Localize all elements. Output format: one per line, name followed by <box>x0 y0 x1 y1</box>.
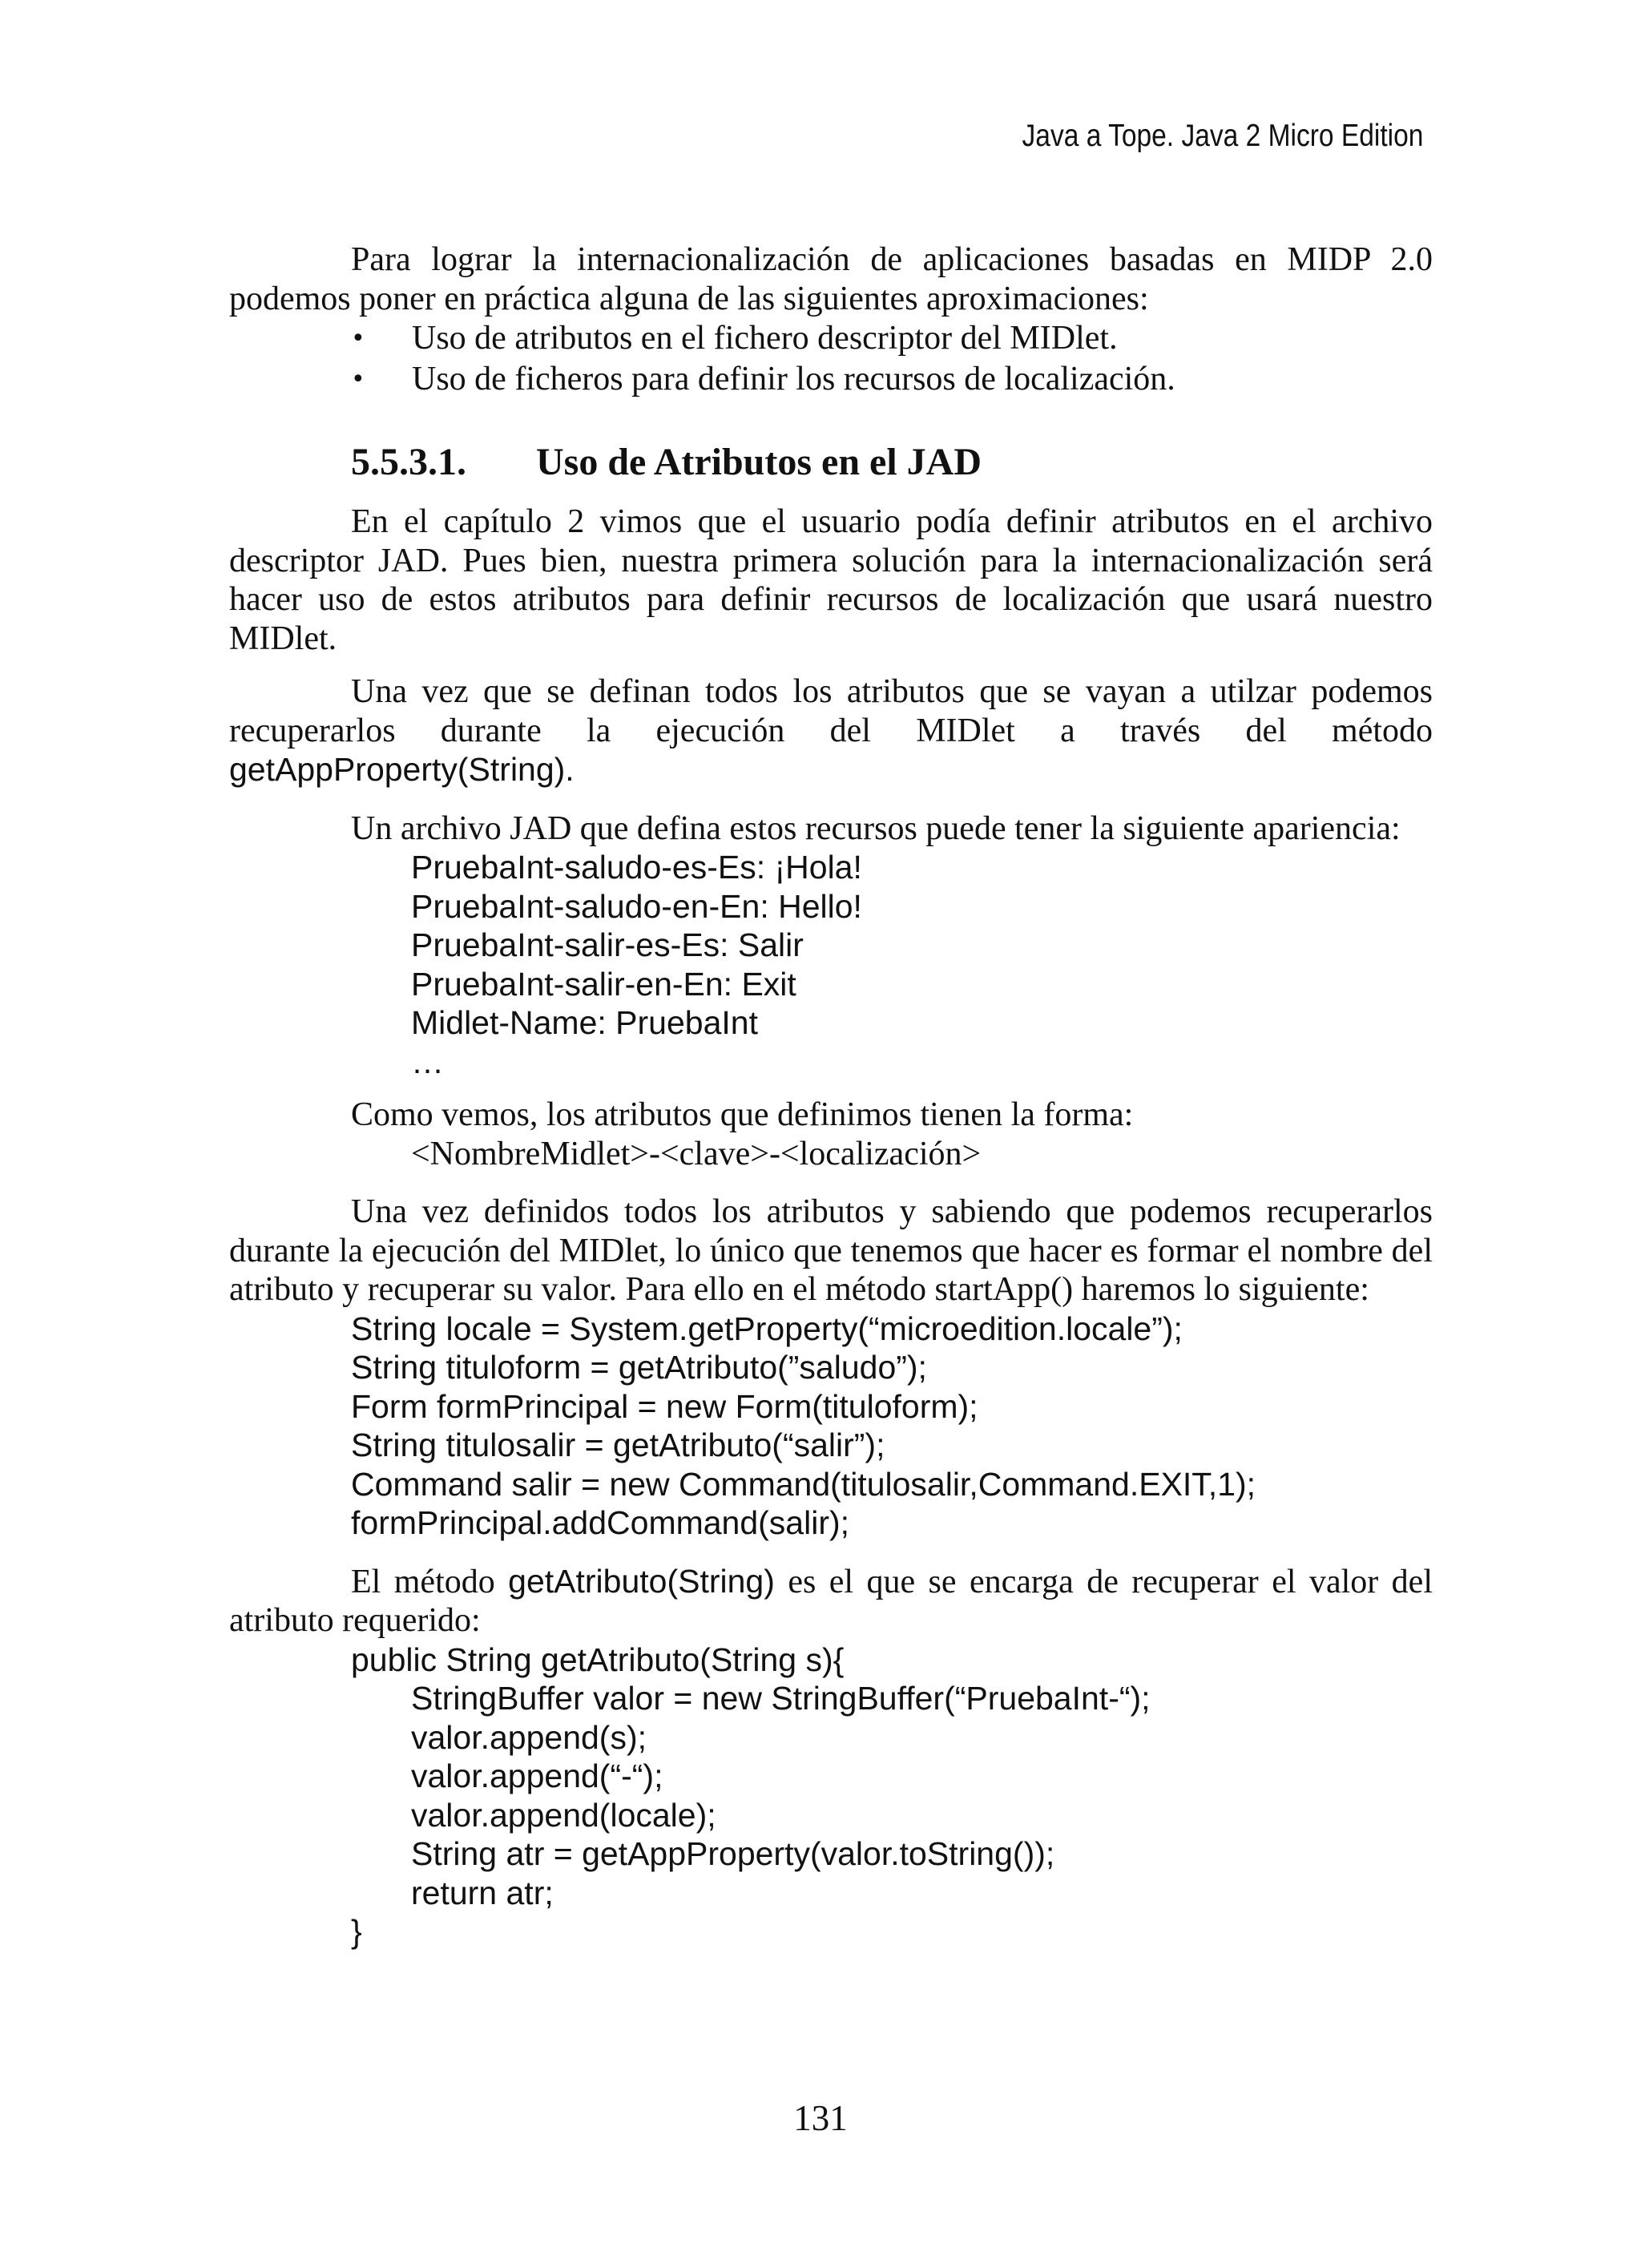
startapp-code-block <box>351 1310 1433 1543</box>
code-line: String titulosalir = getAtributo(“salir”); <box>351 1427 885 1463</box>
code-line: PruebaInt-saludo-en-En: Hello! <box>411 887 862 925</box>
code-line: Midlet-Name: PruebaInt <box>411 1004 758 1041</box>
body-paragraph-3: Un archivo JAD que defina estos recursos puede tener la siguiente apariencia: <box>351 809 1401 847</box>
paragraph-text: El método <box>351 1563 509 1600</box>
code-line: public String getAtributo(String s){ <box>351 1640 845 1678</box>
code-line: PruebaInt-saludo-es-Es: ¡Hola! <box>411 849 862 886</box>
list-item <box>229 359 1433 400</box>
paragraph-text: es el que se encarga de recuperar el valor del atributo requerido: <box>229 1563 1433 1639</box>
code-line: PruebaInt-salir-en-En: Exit <box>411 965 796 1003</box>
code-line: return atr; <box>411 1874 554 1911</box>
inline-code: getAppProperty(String). <box>229 751 575 788</box>
code-line: Form formPrincipal = new Form(tituloform); <box>351 1387 978 1425</box>
body-paragraph-5: Una vez definidos todos los atributos y sabiendo que podemos recuperarlos durante la ejecución del MIDlet, lo único que tenemos que hacer es formar el nombre del atributo y recuperar su valor. Para ello en el método startApp() haremos lo siguiente: <box>229 1193 1433 1308</box>
code-line: valor.append(“-“); <box>411 1757 663 1794</box>
code-line: PruebaInt-salir-es-Es: Salir <box>411 926 804 963</box>
section-title: Uso de Atributos en el JAD <box>536 441 982 483</box>
jad-code-block <box>411 848 1433 1081</box>
running-header: Java a Tope. Java 2 Micro Edition <box>1022 119 1423 153</box>
code-line: Command salir = new Command(titulosalir,Command.EXIT,1); <box>351 1465 1256 1503</box>
code-line: valor.append(locale); <box>411 1796 716 1834</box>
list-item <box>229 318 1433 359</box>
page-number: 131 <box>793 2098 848 2138</box>
inline-code: getAtributo(String) <box>508 1562 775 1600</box>
body-paragraph-1: En el capítulo 2 vimos que el usuario podía definir atributos en el archivo descriptor JAD. Pues bien, nuestra primera solución para la internacionalización será hacer uso de estos atributos para definir recursos de localización que usará nuestro MIDlet. <box>229 503 1433 657</box>
list-item-text: Uso de atributos en el fichero descriptor del MIDlet. <box>412 320 1118 357</box>
getatributo-code-block <box>229 1640 1433 1951</box>
page-content <box>229 240 1433 1951</box>
body-paragraph-2 <box>229 672 1433 790</box>
code-line: } <box>351 1913 362 1950</box>
code-line: valor.append(s); <box>411 1718 647 1756</box>
body-paragraph-4: Como vemos, los atributos que definimos tienen la forma: <box>351 1096 1134 1133</box>
code-line: StringBuffer valor = new StringBuffer(“PruebaInt-“); <box>411 1680 1151 1717</box>
bullet-icon: • <box>351 325 365 353</box>
code-line: String locale = System.getProperty(“microedition.locale”); <box>351 1310 1183 1347</box>
section-heading <box>351 440 1433 485</box>
list-item-text: Uso de ficheros para definir los recursos de localización. <box>412 361 1175 398</box>
code-line: String atr = getAppProperty(valor.toString()); <box>411 1835 1055 1872</box>
paragraph-text: Una vez que se definan todos los atributos que se vayan a utilzar podemos recuperarlos durante la ejecución del MIDlet a través del método <box>229 673 1433 749</box>
section-number: 5.5.3.1. <box>351 441 466 483</box>
code-line: … <box>411 1043 444 1080</box>
body-paragraph-6 <box>229 1562 1433 1640</box>
code-line: String tituloform = getAtributo(”saludo”); <box>351 1349 927 1386</box>
code-line: formPrincipal.addCommand(salir); <box>351 1504 850 1541</box>
bullet-icon: • <box>351 365 365 393</box>
attribute-form-line: <NombreMidlet>-<clave>-<localización> <box>411 1135 982 1172</box>
intro-bullet-list <box>229 318 1433 400</box>
intro-paragraph: Para lograr la internacionalización de aplicaciones basadas en MIDP 2.0 podemos poner en práctica alguna de las siguientes aproximaciones: <box>229 241 1433 317</box>
